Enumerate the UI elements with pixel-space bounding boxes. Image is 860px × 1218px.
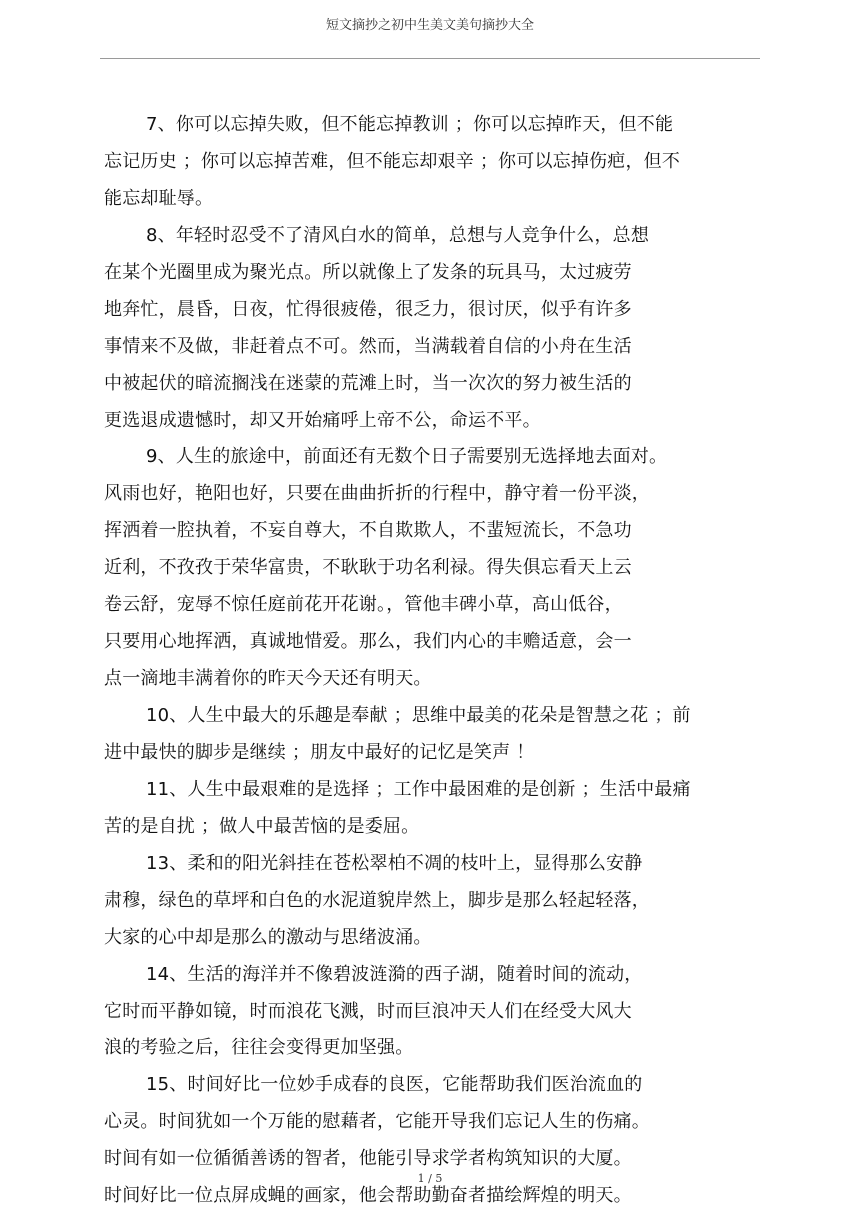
text-line: 10、人生中最大的乐趣是奉献 ；思维中最美的花朵是智慧之花 ；前 (146, 705, 691, 726)
paragraph-15 (104, 1067, 716, 1215)
document-title: 短文摘抄之初中生美文美句摘抄大全 (325, 18, 534, 33)
text-line: 近利，不孜孜于荣华富贵，不耿耿于功名利禄。得失俱忘看天上云 (104, 557, 632, 579)
text-line: 卷云舒，宠辱不惊任庭前花开花谢。，管他丰碑小草，高山低谷， (104, 594, 623, 616)
document-body (104, 107, 716, 1215)
text-line: 大家的心中却是那么的激动与思绪波涌。 (104, 926, 432, 948)
text-line: 时间好比一位点屏成蝇的画家，他会帮助勤奋者描绘辉煌的明天。 (104, 1185, 632, 1207)
header-divider (100, 58, 760, 59)
text-line: 点一滴地丰满着你的昨天今天还有明天。 (104, 668, 432, 690)
text-line: 在某个光圈里成为聚光点。所以就像上了发条的玩具马，太过疲劳 (104, 261, 632, 283)
text-line: 浪的考验之后，往往会变得更加坚强。 (104, 1037, 414, 1059)
text-line: 风雨也好，艳阳也好，只要在曲曲折折的行程中，静守着一份平淡， (104, 483, 650, 505)
text-line: 更选退成遗憾时，却又开始痛呼上帝不公，命运不平。 (104, 409, 541, 431)
text-line: 时间有如一位循循善诱的智者，他能引导求学者构筑知识的大厦。 (104, 1148, 632, 1170)
text-line: 事情来不及做，非赶着点不可。然而，当满载着自信的小舟在生活 (104, 335, 632, 357)
text-line: 进中最快的脚步是继续 ；朋友中最好的记忆是笑声 ！ (104, 741, 535, 763)
paragraph-7 (104, 107, 716, 218)
text-line: 14、生活的海洋并不像碧波涟漪的西子湖，随着时间的流动， (146, 963, 643, 985)
text-line: 地奔忙，晨昏，日夜，忙得很疲倦，很乏力，很讨厌，似乎有许多 (104, 298, 632, 320)
text-line: 它时而平静如镜，时而浪花飞溅，时而巨浪冲天人们在经受大风大 (104, 1000, 632, 1022)
text-line: 能忘却耻辱。 (104, 187, 214, 209)
text-line: 8、年轻时忍受不了清风白水的简单，总想与人竞争什么，总想 (146, 224, 650, 246)
page-number: 1 / 5 (417, 1172, 443, 1185)
text-line: 13、柔和的阳光斜挂在苍松翠柏不凋的枝叶上，显得那么安静 (146, 852, 643, 874)
text-line: 挥洒着一腔执着，不妄自尊大，不自欺欺人，不蜚短流长，不急功 (104, 520, 632, 542)
paragraph-14 (104, 957, 716, 1068)
paragraph-11 (104, 772, 716, 846)
paragraph-8 (104, 218, 716, 440)
text-line: 心灵。时间犹如一个万能的慰藉者，它能开导我们忘记人生的伤痛。 (104, 1111, 650, 1133)
text-line: 9、人生的旅途中，前面还有无数个日子需要别无选择地去面对。 (146, 446, 668, 468)
page-header (0, 14, 860, 33)
text-line: 15、时间好比一位妙手成春的良医，它能帮助我们医治流血的 (146, 1074, 643, 1096)
paragraph-9 (104, 439, 716, 698)
paragraph-13 (104, 846, 716, 957)
page-footer (0, 1172, 860, 1185)
text-line: 只要用心地挥洒，真诚地惜爱。那么，我们内心的丰赡适意，会一 (104, 631, 632, 653)
text-line: 肃穆，绿色的草坪和白色的水泥道貌岸然上，脚步是那么轻起轻落， (104, 889, 650, 911)
text-line: 中被起伏的暗流搁浅在迷蒙的荒滩上时，当一次次的努力被生活的 (104, 372, 632, 394)
text-line: 7、你可以忘掉失败，但不能忘掉教训 ；你可以忘掉昨天，但不能 (146, 114, 674, 135)
text-line: 苦的是自扰 ；做人中最苦恼的是委屈。 (104, 815, 420, 837)
text-line: 忘记历史 ；你可以忘掉苦难，但不能忘却艰辛 ；你可以忘掉伤疤，但不 (104, 150, 681, 172)
text-line: 11、人生中最艰难的是选择 ；工作中最困难的是创新 ；生活中最痛 (146, 778, 691, 800)
paragraph-10 (104, 698, 716, 772)
